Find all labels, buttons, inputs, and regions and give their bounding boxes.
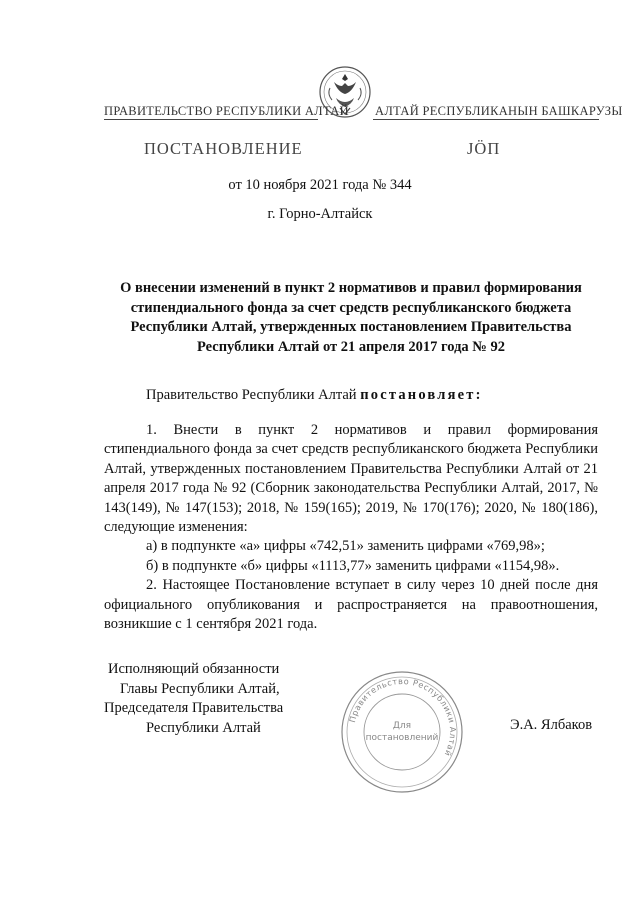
signature-line-2: Главы Республики Алтай, [120, 680, 280, 697]
preamble-decrees: постановляет: [360, 387, 483, 403]
paragraph-2: 2. Настоящее Постановление вступает в силу через 10 дней после дня официального опубликования и распространяется на правоотношения, возникшие с 1 сентября 2021 года. [104, 577, 598, 633]
seal-center-line-1: Для [392, 721, 412, 731]
doc-type-ru: ПОСТАНОВЛЕНИЕ [144, 139, 303, 158]
preamble [146, 387, 483, 404]
paragraph-1b: б) в подпункте «б» цифры «1113,77» заменить цифрами «1154,98». [146, 557, 560, 574]
paragraph-1a: а) в подпункте «а» цифры «742,51» заменить цифрами «769,98»; [146, 538, 545, 555]
decree-city: г. Горно-Алтайск [267, 206, 373, 222]
doc-type-alt: ЈÖП [467, 139, 501, 158]
header-org-ru: ПРАВИТЕЛЬСТВО РЕСПУБЛИКИ АЛТАЙ [104, 104, 349, 118]
header-divider-right [373, 119, 599, 120]
header-org-alt: АЛТАЙ РЕСПУБЛИКАНЫН БАШКАРУЗЫ [375, 104, 623, 118]
decree-date-number: от 10 ноября 2021 года № 344 [228, 177, 412, 193]
signature-line-4: Республики Алтай [146, 719, 261, 736]
signer-name: Э.А. Ялбаков [510, 717, 593, 733]
svg-text:Правительство Республики Алтай [347, 676, 458, 758]
signature-line-1: Исполняющий обязанности [108, 661, 280, 677]
seal-ring-text: Правительство Республики Алтай [346, 675, 459, 759]
signature-block [104, 660, 304, 738]
paragraph-1: 1. Внести в пункт 2 нормативов и правил формирования стипендиального фонда за счет средств республиканского бюджета Республики Алтай, утвержденных постановлением Правительства Республики Алтай от 21 апреля 2017 года № 92 (Сборник законодательства Республики Алтай, 2017, № 143(149), № 147(153); 2018, № 159(165); 2019, № 170(176); 2020, № 180(186), следующие изменения: [104, 422, 598, 536]
official-seal [338, 668, 466, 796]
decree-title: О внесении изменений в пункт 2 нормативов и правил формирования стипендиального фонда за счет средств республиканского бюджета Республики Алтай, утвержденных постановлением Правительства Республики Алтай от 21 апреля 2017 года № 92 [120, 280, 582, 355]
seal-center-line-2: постановлений [365, 733, 439, 743]
signature-line-3: Председателя Правительства [104, 700, 284, 716]
preamble-text: Правительство Республики Алтай [146, 387, 357, 403]
decree-body [104, 421, 598, 634]
header-divider-left [104, 119, 318, 120]
